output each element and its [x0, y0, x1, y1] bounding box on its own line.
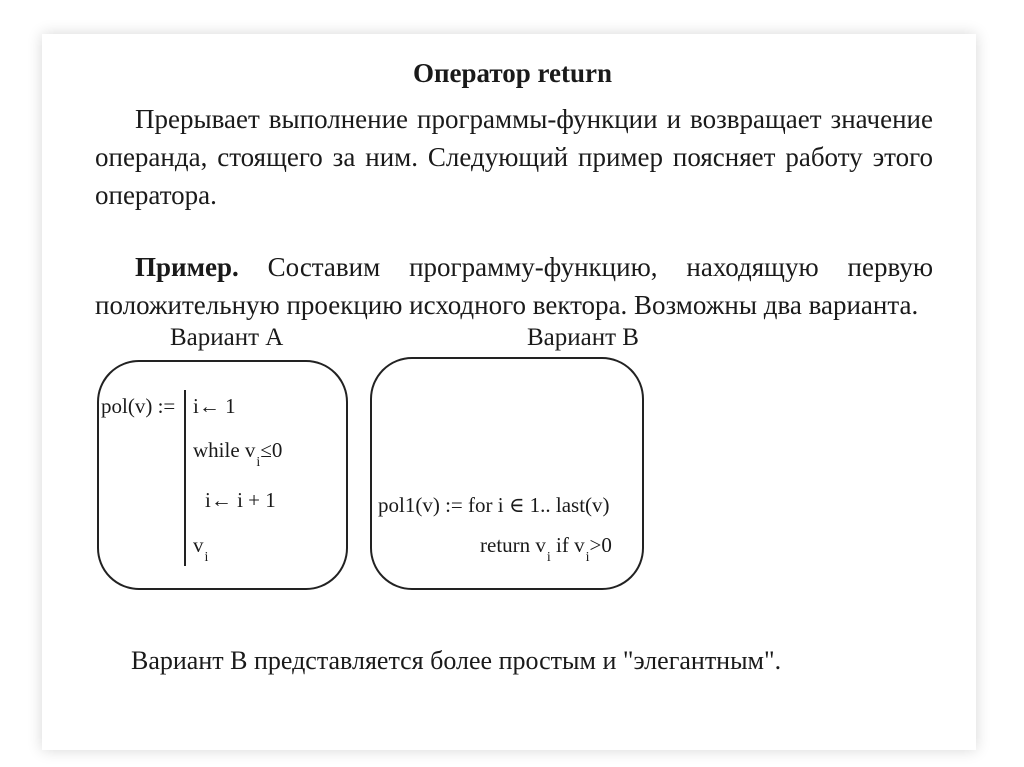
intro-line-3: оператора. [95, 180, 217, 210]
while-text: while v [193, 438, 256, 462]
variant-a-label: Вариант А [170, 324, 284, 351]
subscript-i: i [204, 550, 209, 565]
intro-paragraph [95, 100, 933, 214]
intro-line-1: Прерывает выполнение программы-функции и возвращает значение [135, 104, 933, 134]
example-label: Пример. [135, 252, 239, 282]
page-title: Оператор return [413, 58, 613, 88]
example-paragraph [95, 248, 933, 324]
conclusion-text: Вариант В представляется более простым и "элегантным". [131, 646, 782, 675]
variant-b-line-1: pol1(v) := for i ∈ 1.. last(v) [378, 493, 610, 517]
subscript-i: i [585, 550, 590, 565]
variant-b-label: Вариант В [527, 324, 639, 351]
variant-a-line-1: i← 1 [193, 394, 236, 418]
example-line-2: положительную проекцию исходного вектора. Возможны два варианта. [95, 290, 919, 320]
return-text: return v [480, 533, 546, 557]
while-condition: ≤0 [260, 438, 283, 462]
subscript-i: i [256, 455, 261, 470]
variant-a-line-3: i← i + 1 [205, 488, 276, 512]
program-bracket [184, 390, 186, 566]
variant-a-func-def: pol(v) := [101, 394, 176, 418]
variant-a-line-2 [193, 438, 283, 470]
example-line-1-text: Составим программу-функцию, находящую первую [238, 252, 933, 282]
example-line-1 [95, 248, 933, 286]
variant-a-line-4 [193, 533, 209, 565]
return-var: v [193, 533, 204, 557]
subscript-i: i [546, 550, 551, 565]
variant-b-line-2 [480, 533, 612, 565]
if-text: if v [550, 533, 585, 557]
if-condition: >0 [589, 533, 612, 557]
intro-line-2: операнда, стоящего за ним. Следующий пример поясняет работу этого [95, 142, 933, 172]
